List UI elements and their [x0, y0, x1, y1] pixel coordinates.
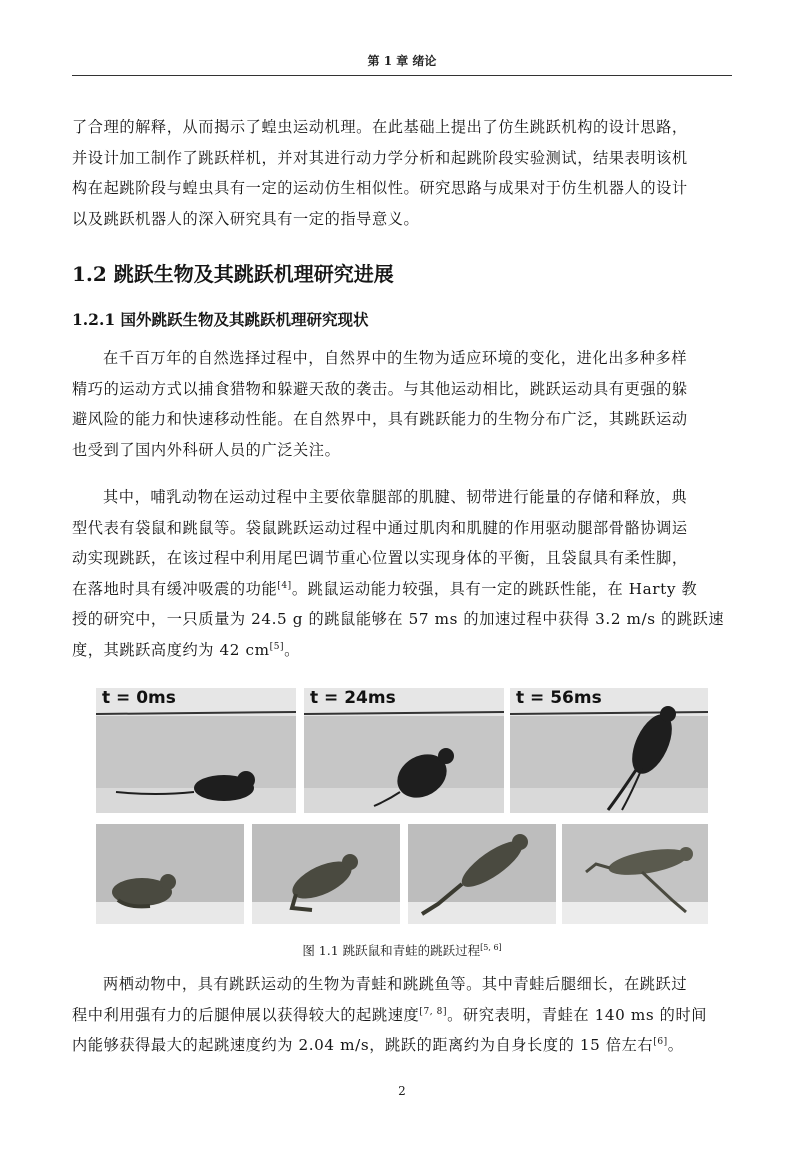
intro-paragraph: [72, 112, 732, 234]
frog-photo-2: [252, 824, 400, 924]
frog-photo-3: [408, 824, 556, 924]
text-line: 以及跳跃机器人的深入研究具有一定的指导意义。: [72, 209, 420, 228]
time-label: t = 56ms: [516, 688, 602, 708]
text-run: 。跳鼠运动能力较强，具有一定的跳跃性能，在 Harty 教: [291, 579, 698, 598]
jerboa-photo-t24: [304, 688, 504, 813]
text-run: 程中利用强有力的后腿伸展以获得较大的起跳速度: [72, 1005, 420, 1024]
text-line: [72, 635, 732, 666]
paragraph-1: [72, 343, 732, 465]
text-line: 型代表有袋鼠和跳鼠等。袋鼠跳跃运动过程中通过肌肉和肌腱的作用驱动腿部骨骼协调运: [72, 518, 688, 537]
text-run: 在落地时具有缓冲吸震的功能: [72, 579, 278, 598]
citation-ref: [5]: [269, 641, 285, 652]
caption-text: 图 1.1 跳跃鼠和青蛙的跳跃过程: [302, 943, 481, 958]
text-run: 度，其跳跃高度约为 42 cm: [72, 640, 270, 659]
subsection-heading: 1.2.1 国外跳跃生物及其跳跃机理研究现状: [72, 310, 369, 329]
text-run: 内能够获得最大的起跳速度约为 2.04 m/s，跳跃的距离约为自身长度的 15 倍左右: [72, 1036, 654, 1054]
text-line: 其中，哺乳动物在运动过程中主要依靠腿部的肌腱、韧带进行能量的存储和释放，典: [103, 488, 688, 506]
text-line: 两栖动物中，具有跳跃运动的生物为青蛙和跳跳鱼等。其中青蛙后腿细长，在跳跃过: [103, 975, 688, 993]
text-run: 。: [667, 1036, 684, 1054]
text-line: 动实现跳跃，在该过程中利用尾巴调节重心位置以实现身体的平衡，且袋鼠具有柔性脚，: [72, 549, 688, 567]
figure-caption: [72, 941, 732, 959]
text-line: 在千百万年的自然选择过程中，自然界中的生物为适应环境的变化，进化出多种多样: [103, 349, 688, 367]
text-line: 了合理的解释，从而揭示了蝗虫运动机理。在此基础上提出了仿生跳跃机构的设计思路，: [72, 118, 688, 136]
text-run: 。研究表明，青蛙在 140 ms 的时间: [447, 1005, 708, 1024]
text-run: 。: [284, 640, 300, 659]
citation-ref: [4]: [277, 580, 292, 591]
time-label: t = 0ms: [102, 688, 176, 708]
jerboa-photo-t0: [96, 688, 296, 813]
citation-ref: [5, 6]: [480, 942, 502, 952]
jerboa-photo-t56: [510, 688, 708, 813]
header-rule: [72, 75, 732, 76]
section-heading: 1.2 跳跃生物及其跳跃机理研究进展: [72, 262, 394, 286]
text-line: 精巧的运动方式以捕食猎物和躲避天敌的袭击。与其他运动相比，跳跃运动具有更强的躲: [72, 379, 688, 398]
text-line: 构在起跳阶段与蝗虫具有一定的运动仿生相似性。研究思路与成果对于仿生机器人的设计: [72, 179, 688, 197]
text-line: 并设计加工制作了跳跃样机，并对其进行动力学分析和起跳阶段实验测试，结果表明该机: [72, 148, 688, 167]
paragraph-3: [72, 969, 732, 1061]
figure-jumping-sequence: [96, 688, 708, 928]
text-line: [72, 1000, 732, 1031]
text-line: 授的研究中，一只质量为 24.5 g 的跳鼠能够在 57 ms 的加速过程中获得 3.2 m/s 的跳跃速: [72, 610, 725, 628]
text-line: [72, 574, 732, 605]
running-header: 第 1 章 绪论: [367, 54, 437, 68]
citation-ref: [6]: [653, 1036, 668, 1047]
text-line: 避风险的能力和快速移动性能。在自然界中，具有跳跃能力的生物分布广泛，其跳跃运动: [72, 410, 688, 428]
time-label: t = 24ms: [310, 688, 396, 708]
frog-photo-1: [96, 824, 244, 924]
text-line: [72, 1030, 732, 1061]
text-line: 也受到了国内外科研人员的广泛关注。: [72, 440, 341, 459]
frog-photo-4: [562, 824, 708, 924]
paragraph-2: [72, 482, 732, 665]
page-number: 2: [398, 1084, 406, 1098]
citation-ref: [7, 8]: [419, 1006, 448, 1017]
